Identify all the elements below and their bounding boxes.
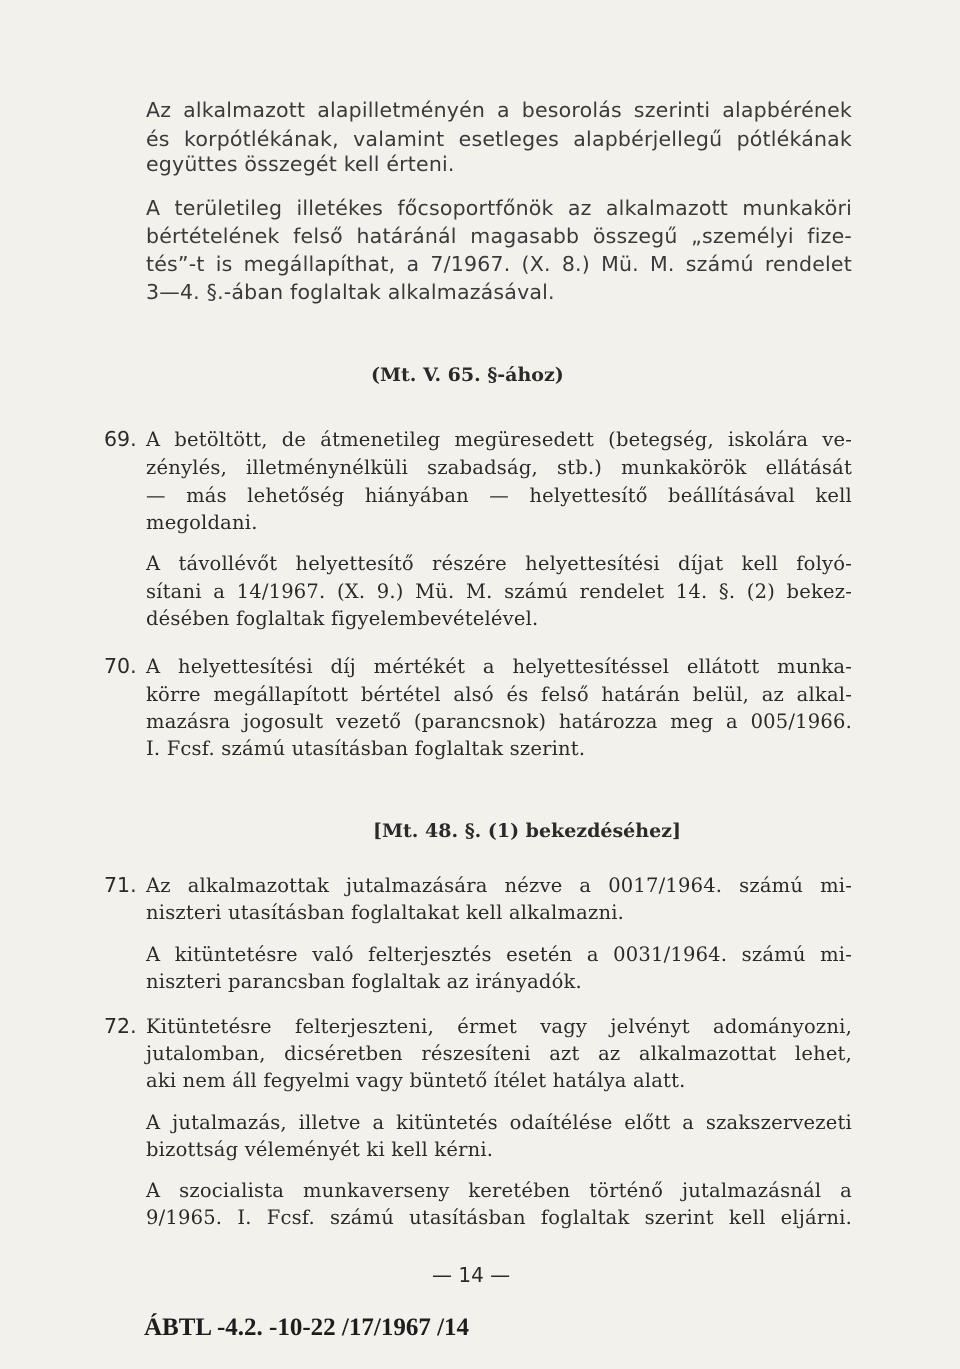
intro-p2-line: tés”-t is megállapíthat, a 7/1967. (X. 8.) Mü. M. számú rendelet (146, 252, 852, 276)
section-heading: (Mt. V. 65. §-ához) (371, 364, 564, 386)
item-number: 70. (104, 654, 137, 678)
item69-p1-line: megoldani. (146, 511, 258, 534)
item72-p2-line: bizottság véleményét ki kell kérni. (146, 1138, 494, 1161)
intro-p2-line: 3—4. §.-ában foglaltak alkalmazásával. (146, 280, 555, 304)
intro-p2-line: bértételének felső határánál magasabb összegű „személyi fize- (146, 224, 852, 248)
item-number: 69. (104, 427, 137, 451)
item69-p2-line: A távollévőt helyettesítő részére helyettesítési díjat kell folyó- (146, 552, 852, 575)
item71-p1-line: niszteri utasításban foglaltakat kell alkalmazni. (146, 901, 625, 924)
item70-p1-line: mazásra jogosult vezető (parancsnok) határozza meg a 005/1966. (146, 710, 852, 733)
item72-p1-line: aki nem áll fegyelmi vagy büntető ítélet hatálya alatt. (146, 1069, 686, 1092)
item72-p3-line: A szocialista munkaverseny keretében történő jutalmazásnál a (146, 1179, 852, 1202)
item72-p3-line: 9/1965. I. Fcsf. számú utasításban foglaltak szerint kell eljárni. (146, 1206, 852, 1229)
archive-stamp: ÁBTL -4.2. -10-22 /17/1967 /14 (144, 1314, 470, 1341)
item69-p1-line: A betöltött, de átmenetileg megüresedett (betegség, iskolára ve- (146, 428, 852, 451)
intro-p1-line: együttes összegét kell érteni. (146, 152, 455, 176)
page-number: — 14 — (432, 1263, 511, 1287)
intro-p2-line: A területileg illetékes főcsoportfőnök az alkalmazott munkaköri (146, 196, 852, 220)
item70-p1-line: I. Fcsf. számú utasításban foglaltak szerint. (146, 737, 586, 760)
intro-p1-line: Az alkalmazott alapilletményén a besorolás szerinti alapbérének (146, 98, 852, 122)
item69-p2-line: sítani a 14/1967. (X. 9.) Mü. M. számú rendelet 14. §. (2) bekez- (146, 580, 852, 603)
intro-p1-line: és korpótlékának, valamint esetleges alapbérjellegű pótlékának (146, 127, 852, 151)
item70-p1-line: körre megállapított bértétel alsó és felső határán belül, az alkal- (146, 683, 852, 706)
item71-p2-line: niszteri parancsban foglaltak az irányadók. (146, 970, 582, 993)
item72-p1-line: Kitüntetésre felterjeszteni, érmet vagy jelvényt adományozni, (146, 1015, 852, 1038)
section-heading: [Mt. 48. §. (1) bekezdéséhez] (373, 820, 681, 842)
item69-p1-line: zénylés, illetménynélküli szabadság, stb.) munkakörök ellátását (146, 456, 852, 479)
item69-p1-line: — más lehetőség hiányában — helyettesítő beállításával kell (146, 484, 852, 507)
item71-p2-line: A kitüntetésre való felterjesztés esetén a 0031/1964. számú mi- (146, 943, 852, 966)
item72-p1-line: jutalomban, dicséretben részesíteni azt az alkalmazottat lehet, (146, 1042, 852, 1065)
item-number: 72. (104, 1014, 137, 1038)
item-number: 71. (104, 873, 137, 897)
item71-p1-line: Az alkalmazottak jutalmazására nézve a 0017/1964. számú mi- (146, 874, 852, 897)
item72-p2-line: A jutalmazás, illetve a kitüntetés odaítélése előtt a szakszervezeti (146, 1111, 852, 1134)
item70-p1-line: A helyettesítési díj mértékét a helyettesítéssel ellátott munka- (146, 655, 852, 678)
item69-p2-line: désében foglaltak figyelembevételével. (146, 607, 539, 630)
